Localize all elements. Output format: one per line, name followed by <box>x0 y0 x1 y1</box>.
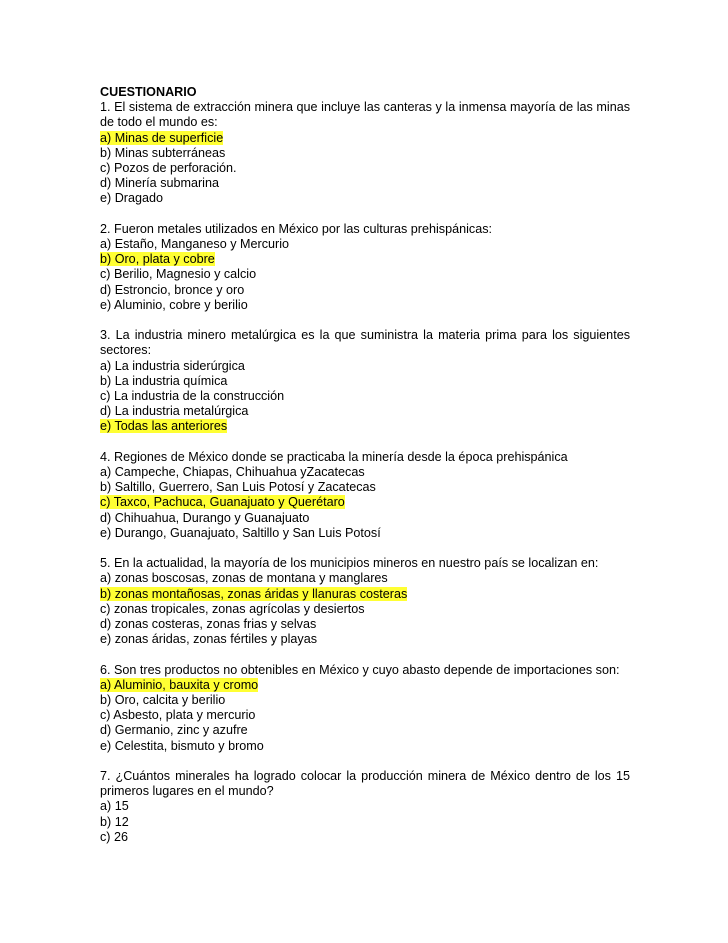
answer-option-highlighted <box>100 678 630 693</box>
answer-option-text: b) La industria química <box>100 373 228 388</box>
answer-option-text: b) 12 <box>100 814 129 829</box>
answer-option-highlighted <box>100 587 630 602</box>
answer-option <box>100 723 630 738</box>
answer-option-text: c) 26 <box>100 829 128 844</box>
answer-option-text: e) Durango, Guanajuato, Saltillo y San Luis Potosí <box>100 525 381 540</box>
answer-option <box>100 191 630 206</box>
answer-option <box>100 237 630 252</box>
answer-option <box>100 617 630 632</box>
question-block <box>100 100 630 206</box>
answer-option <box>100 146 630 161</box>
question-block <box>100 769 630 845</box>
question-text: 2. Fueron metales utilizados en México por las culturas prehispánicas: <box>100 221 492 236</box>
answer-option-text: d) La industria metalúrgica <box>100 404 249 419</box>
question-block <box>100 663 630 754</box>
answer-option <box>100 708 630 723</box>
answer-option <box>100 602 630 617</box>
answer-option <box>100 389 630 404</box>
answer-option-text: e) Todas las anteriores <box>100 419 228 434</box>
document-page <box>100 85 630 860</box>
answer-option-text: d) Chihuahua, Durango y Guanajuato <box>100 510 310 525</box>
answer-option <box>100 404 630 419</box>
answer-option <box>100 571 630 586</box>
answer-option <box>100 511 630 526</box>
answer-option <box>100 298 630 313</box>
answer-option-text: d) Estroncio, bronce y oro <box>100 282 245 297</box>
question-text: 4. Regiones de México donde se practicaba la minería desde la época prehispánica <box>100 449 568 464</box>
answer-option-text: b) Saltillo, Guerrero, San Luis Potosí y Zacatecas <box>100 480 376 495</box>
answer-option-text: c) Berilio, Magnesio y calcio <box>100 267 257 282</box>
answer-option-text: a) 15 <box>100 799 129 814</box>
answer-option <box>100 359 630 374</box>
question-list <box>100 100 630 845</box>
question-text: 1. El sistema de extracción minera que incluye las canteras y la inmensa mayoría de las minas de todo el mundo es: <box>100 100 630 130</box>
answer-option <box>100 815 630 830</box>
answer-option <box>100 480 630 495</box>
answer-option <box>100 161 630 176</box>
question-block <box>100 556 630 647</box>
answer-option-text: a) Campeche, Chiapas, Chihuahua yZacatecas <box>100 465 365 480</box>
answer-option <box>100 739 630 754</box>
answer-option-text: a) zonas boscosas, zonas de montana y manglares <box>100 571 388 586</box>
question-text: 6. Son tres productos no obtenibles en México y cuyo abasto depende de importaciones son: <box>100 662 620 677</box>
answer-option-text: c) La industria de la construcción <box>100 389 285 404</box>
answer-option <box>100 799 630 814</box>
answer-option-text: a) Aluminio, bauxita y cromo <box>100 677 259 692</box>
answer-option <box>100 526 630 541</box>
answer-option <box>100 374 630 389</box>
answer-option-text: d) Germanio, zinc y azufre <box>100 723 248 738</box>
answer-option <box>100 176 630 191</box>
answer-option-text: c) zonas tropicales, zonas agrícolas y desiertos <box>100 601 365 616</box>
answer-option-highlighted <box>100 419 630 434</box>
answer-option-text: a) La industria siderúrgica <box>100 358 245 373</box>
answer-option <box>100 465 630 480</box>
document-title: CUESTIONARIO <box>100 85 197 99</box>
answer-option-text: c) Asbesto, plata y mercurio <box>100 708 256 723</box>
answer-option <box>100 632 630 647</box>
answer-option-text: a) Minas de superficie <box>100 130 224 145</box>
answer-option-text: d) zonas costeras, zonas frias y selvas <box>100 617 317 632</box>
answer-option <box>100 283 630 298</box>
answer-option-text: b) Minas subterráneas <box>100 145 226 160</box>
answer-option-highlighted <box>100 252 630 267</box>
answer-option-text: e) Celestita, bismuto y bromo <box>100 738 264 753</box>
answer-option <box>100 267 630 282</box>
answer-option-text: a) Estaño, Manganeso y Mercurio <box>100 237 289 252</box>
answer-option-text: b) zonas montañosas, zonas áridas y llanuras costeras <box>100 586 408 601</box>
answer-option-text: b) Oro, calcita y berilio <box>100 693 226 708</box>
answer-option-text: d) Minería submarina <box>100 176 219 191</box>
answer-option-text: e) zonas áridas, zonas fértiles y playas <box>100 632 317 647</box>
answer-option <box>100 830 630 845</box>
answer-option-text: c) Taxco, Pachuca, Guanajuato y Querétaro <box>100 495 345 510</box>
answer-option <box>100 693 630 708</box>
question-text: 3. La industria minero metalúrgica es la que suministra la materia prima para los siguientes sectores: <box>100 328 630 358</box>
answer-option-text: e) Aluminio, cobre y berilio <box>100 297 248 312</box>
answer-option-highlighted <box>100 495 630 510</box>
question-text: 7. ¿Cuántos minerales ha logrado colocar la producción minera de México dentro de los 15 primeros lugares en el mundo? <box>100 769 630 799</box>
answer-option-text: c) Pozos de perforación. <box>100 161 237 176</box>
question-block <box>100 450 630 541</box>
question-text: 5. En la actualidad, la mayoría de los municipios mineros en nuestro país se localizan en: <box>100 556 599 571</box>
answer-option-highlighted <box>100 131 630 146</box>
answer-option-text: b) Oro, plata y cobre <box>100 252 215 267</box>
answer-option-text: e) Dragado <box>100 191 164 206</box>
question-block <box>100 222 630 313</box>
question-block <box>100 328 630 434</box>
